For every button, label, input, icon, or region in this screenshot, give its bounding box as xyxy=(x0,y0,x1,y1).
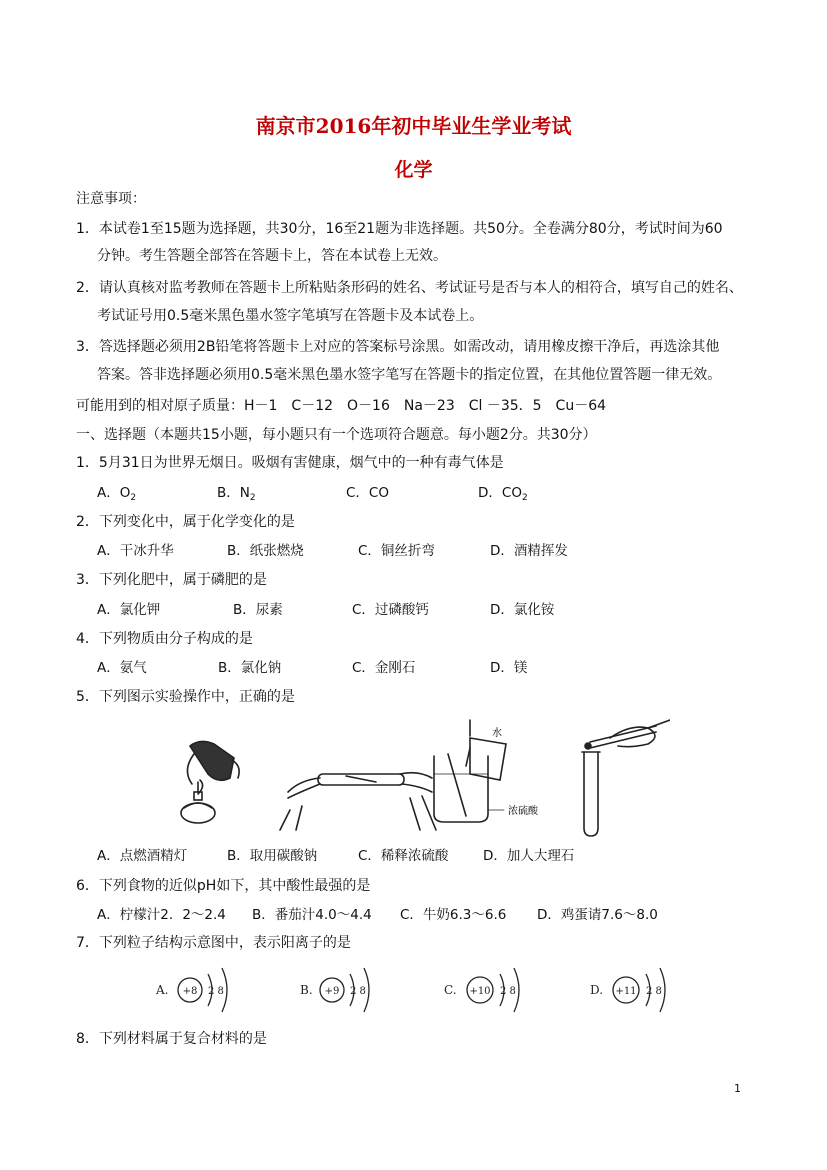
note-3-line-2: 答案。答非选择题必须用0.5毫米黑色墨水签字笔写在答题卡的指定位置，在其他位置答题一律无效。 xyxy=(97,367,722,383)
svg-text:2 8: 2 8 xyxy=(646,986,662,997)
notes-heading: 注意事项： xyxy=(76,191,146,207)
question-8: 8．下列材料属于复合材料的是 xyxy=(76,1031,267,1047)
svg-text:2 8: 2 8 xyxy=(350,986,366,997)
q4-option-c: C．金刚石 xyxy=(352,660,416,676)
figure-d-marble xyxy=(582,720,670,836)
svg-text:+9: +9 xyxy=(324,986,340,997)
lab-operation-figures xyxy=(170,718,670,838)
svg-text:D.: D. xyxy=(590,983,604,997)
ion-c xyxy=(444,968,519,1012)
svg-text:C.: C. xyxy=(444,983,457,997)
acid-label: 浓硫酸 xyxy=(508,806,538,817)
q2-option-b: B．纸张燃烧 xyxy=(227,543,304,559)
q1-option-c: C．CO xyxy=(346,485,389,501)
q5-option-d: D．加人大理石 xyxy=(483,848,575,864)
exam-title: 南京市2016年初中毕业生学业考试 xyxy=(255,114,572,138)
svg-text:2 8: 2 8 xyxy=(500,986,516,997)
page-number: 1 xyxy=(734,1082,741,1095)
q1-option-a: A．$O_2$ xyxy=(97,485,137,503)
q1-option-b: B．$N_2$ xyxy=(217,485,256,503)
q4-option-d: D．镁 xyxy=(490,660,528,676)
q2-option-a: A．干冰升华 xyxy=(97,543,174,559)
question-2: 2．下列变化中，属于化学变化的是 xyxy=(76,514,295,530)
q3-option-a: A．氯化钾 xyxy=(97,602,161,618)
q6-option-a: A．柠檬汁2．2～2.4 xyxy=(97,907,226,923)
q3-option-b: B．尿素 xyxy=(233,602,283,618)
note-2-line-1: 2．请认真核对监考教师在答题卡上所粘贴条形码的姓名、考试证号是否与本人的相符合，填写自己的姓名、 xyxy=(76,280,743,296)
subject-title: 化学 xyxy=(394,159,433,181)
svg-text:+8: +8 xyxy=(182,986,198,997)
q2-option-c: C．铜丝折弯 xyxy=(358,543,435,559)
q6-option-d: D．鸡蛋请7.6～8.0 xyxy=(537,907,658,923)
q3-option-c: C．过磷酸钙 xyxy=(352,602,429,618)
atomic-masses: 可能用到的相对原子质量：H－1 C－12 O－16 Na－23 Cl －35．5 Cu－64 xyxy=(76,398,607,414)
water-label: 水 xyxy=(492,728,502,739)
ion-b xyxy=(300,968,369,1012)
note-1-line-2: 分钟。考生答题全部答在答题卡上，答在本试卷上无效。 xyxy=(97,248,447,264)
q5-option-a: A．点燃酒精灯 xyxy=(97,848,188,864)
ion-structure-diagrams xyxy=(150,962,690,1022)
q5-option-b: B．取用碳酸钠 xyxy=(227,848,318,864)
note-1-line-1: 1．本试卷1至15题为选择题，共30分，16至21题为非选择题。共50分。全卷满分80分，考试时间为60 xyxy=(76,221,723,237)
q6-option-c: C．牛奶6.3～6.6 xyxy=(400,907,507,923)
q6-option-b: B．番茄汁4.0～4.4 xyxy=(252,907,372,923)
question-4: 4．下列物质由分子构成的是 xyxy=(76,631,253,647)
question-1: 1．5月31日为世界无烟日。吸烟有害健康，烟气中的一种有毒气体是 xyxy=(76,455,504,471)
figure-a-alcohol-lamp xyxy=(181,741,239,823)
svg-text:B.: B. xyxy=(300,983,313,997)
question-7: 7．下列粒子结构示意图中，表示阳离子的是 xyxy=(76,935,351,951)
svg-text:2 8: 2 8 xyxy=(208,986,224,997)
q1-option-d: D．$CO_2$ xyxy=(478,485,528,503)
svg-text:+10: +10 xyxy=(469,986,491,997)
q5-option-c: C．稀释浓硫酸 xyxy=(358,848,449,864)
svg-text:+11: +11 xyxy=(615,986,637,997)
q4-option-b: B．氯化钠 xyxy=(218,660,282,676)
section-heading: 一、选择题（本题共15小题，每小题只有一个选项符合题意。每小题2分。共30分） xyxy=(76,427,597,443)
question-6: 6．下列食物的近似pH如下，其中酸性最强的是 xyxy=(76,878,371,894)
question-3: 3．下列化肥中，属于磷肥的是 xyxy=(76,572,267,588)
ion-d xyxy=(590,968,665,1012)
note-2-line-2: 考试证号用0.5毫米黑色墨水签字笔填写在答题卡及本试卷上。 xyxy=(97,308,484,324)
q4-option-a: A．氨气 xyxy=(97,660,147,676)
q3-option-d: D．氯化铵 xyxy=(490,602,555,618)
svg-text:A.: A. xyxy=(156,983,169,997)
ion-a xyxy=(155,968,227,1012)
note-3-line-1: 3．答选择题必须用2B铅笔将答题卡上对应的答案标号涂黑。如需改动，请用橡皮擦干净后，再选涂其他 xyxy=(76,339,720,355)
question-5: 5．下列图示实验操作中，正确的是 xyxy=(76,689,295,705)
figure-b-test-tube xyxy=(280,773,436,830)
q2-option-d: D．酒精挥发 xyxy=(490,543,568,559)
